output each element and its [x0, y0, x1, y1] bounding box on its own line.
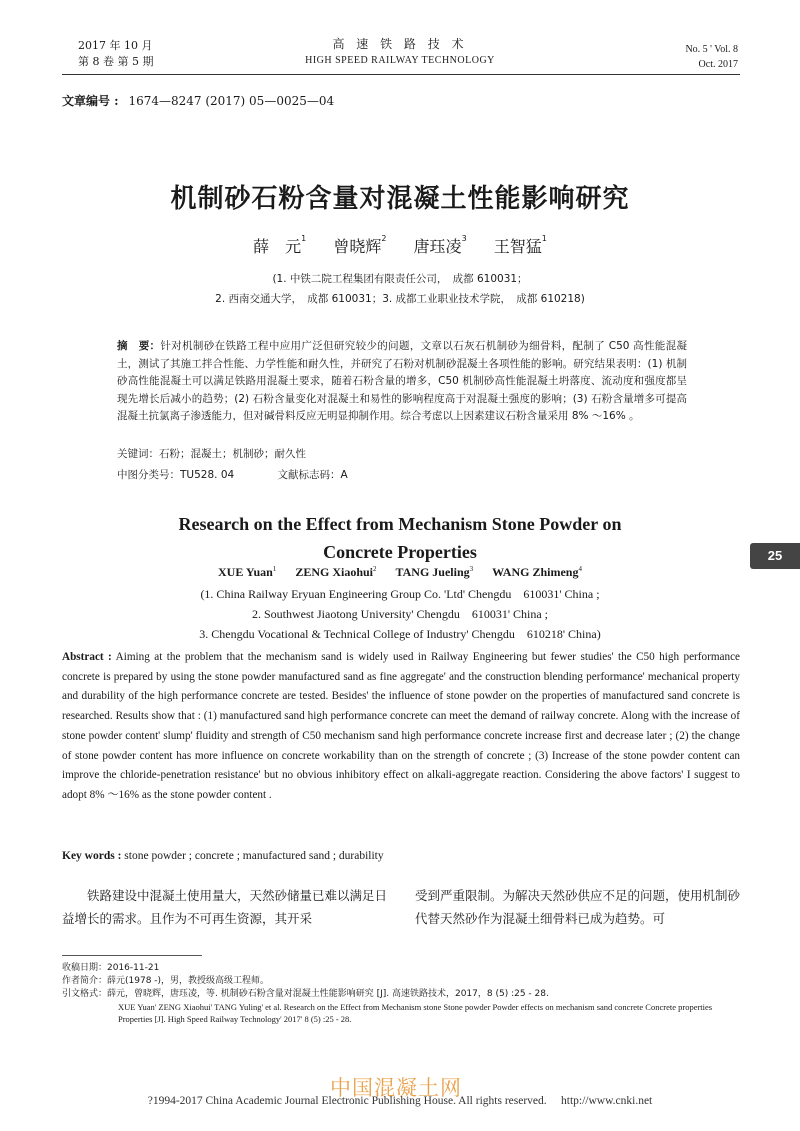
site-watermark: 中国混凝土网	[330, 1076, 462, 1100]
journal-name-en: HIGH SPEED RAILWAY TECHNOLOGY	[305, 55, 495, 66]
issue-number-en: No. 5 ' Vol. 8	[685, 44, 738, 55]
class-value: TU528. 04	[180, 469, 235, 481]
cn-abstract	[117, 338, 687, 426]
footnotes	[62, 962, 742, 1025]
cn-keywords	[117, 446, 306, 461]
cn-authors	[0, 234, 800, 257]
footnote-citation-en: XUE Yuan' ZENG Xiaohui' TANG Yuling' et al. Research on the Effect from Mechanism stone Stone powder Powder effects on mechanism sand concrete Concrete properties Properties [J]. High Speed Railway Technology' 2017' 8 (5) :25 - 28.	[118, 1002, 713, 1024]
en-authors	[0, 565, 800, 580]
doc-code-value: A	[340, 469, 348, 481]
issue-volume: 第 8 卷 第 5 期	[78, 55, 154, 68]
en-affiliation-2: 2. Southwest Jiaotong University' Chengdu 610031' China ;	[252, 607, 548, 621]
en-author: ZENG Xiaohui$^2$	[295, 565, 377, 579]
copyright-line: ?1994-2017 China Academic Journal Electronic Publishing House. All rights reserved. http://www.cnki.net	[147, 1095, 653, 1107]
en-title	[0, 510, 800, 566]
en-affiliation-1: (1. China Railway Eryuan Engineering Group Co. 'Ltd' Chengdu 610031' China ;	[200, 587, 600, 601]
footnote-received: 收稿日期：2016-11-21	[62, 963, 160, 973]
footnote-rule	[62, 955, 202, 956]
class-label: 中图分类号：	[117, 469, 180, 481]
cn-affiliation-2: 2. 西南交通大学， 成都 610031；3. 成都工业职业技术学院， 成都 610218)	[215, 293, 585, 305]
en-title-line1: Research on the Effect from Mechanism Stone Powder on	[178, 514, 622, 534]
issue-date-en: Oct. 2017	[698, 59, 738, 70]
en-keywords	[62, 850, 384, 862]
article-number-value: 1674—8247 (2017) 05—0025—04	[128, 94, 335, 108]
en-author: XUE Yuan$^1$	[218, 565, 277, 579]
article-number	[62, 92, 334, 109]
issue-date: 2017 年 10 月	[78, 39, 153, 52]
cn-author: 唐珏凌$^3$	[413, 234, 467, 256]
en-abstract-label: Abstract :	[62, 651, 112, 663]
cn-author: 王智猛$^1$	[493, 234, 547, 256]
en-abstract	[62, 648, 740, 806]
en-affiliation-3: 3. Chengdu Vocational & Technical College of Industry' Chengdu 610218' China)	[199, 627, 601, 641]
cn-affiliation-1: (1. 中铁二院工程集团有限责任公司， 成都 610031；	[272, 273, 528, 285]
cn-title: 机制砂石粉含量对混凝土性能影响研究	[170, 184, 630, 214]
cn-keywords-label: 关键词：	[117, 448, 159, 460]
en-author: WANG Zhimeng$^4$	[492, 565, 582, 579]
issue-info-en	[685, 42, 738, 72]
footnote-citation-cn: 引文格式：薛元，曾晓辉，唐珏凌，等. 机制砂石粉含量对混凝土性能影响研究 [J]. 高速铁路技术，2017，8 (5) :25 - 28.	[62, 989, 549, 999]
en-abstract-text: Aiming at the problem that the mechanism sand is widely used in Railway Engineering but fewer studies' the C50 high performance concrete is prepared by using the stone powder manufactured sand as fine aggregate' and the construction blending performance' mechanical property and durability of the high performance concrete are tested. Besides' the influence of stone powder on the properties of manufactured sand concrete is researched. Results show that : (1) manufactured sand high performance concrete can meet the demand of railway concrete. Along with the increase of stone powder content' slump' fluidity and strength of C50 mechanism sand high performance concrete increase first and decrease later ; (2) the change of stone powder content has more influence on concrete workability than on the strength of concrete ; (3) Increase of the stone powder content can improve the chloride-penetration resistance' but no obvious inhibitory effect on alkali-aggregate reaction. Considering the above factors' I suggest to adopt 8% ～16% as the stone powder content .	[62, 651, 741, 801]
cn-abstract-label: 摘 要：	[117, 340, 161, 352]
cn-keywords-text: 石粉；混凝土；机制砂；耐久性	[159, 448, 306, 460]
article-number-label: 文章编号 :	[62, 94, 119, 108]
footnote-author: 作者简介：薛元(1978 -)，男，教授级高级工程师。	[62, 976, 270, 986]
journal-name-cn: 高 速 铁 路 技 术	[332, 37, 468, 51]
body-column-left: 铁路建设中混凝土使用量大，天然砂储量已难以满足日益增长的需求。且作为不可再生资源，其开采	[62, 888, 388, 926]
page-number-tab: 25	[750, 543, 800, 569]
issue-info	[78, 38, 153, 70]
cn-author: 曾晓辉$^2$	[333, 234, 387, 256]
cn-classification	[117, 467, 348, 482]
cn-abstract-text: 针对机制砂在铁路工程中应用广泛但研究较少的问题，文章以石灰石机制砂为细骨料，配制了 C50 高性能混凝土，测试了其施工拌合性能、力学性能和耐久性，并研究了石粉对机制砂混凝土各项性能的影响。研究结果表明：(1) 机制砂高性能混凝土可以满足铁路用混凝土要求，随着石粉含量的增多，C50 机制砂高性能混凝土坍落度、流动度和强度都呈现先增长后减小的趋势；(2) 石粉含量变化对混凝土和易性的影响程度高于对混凝土强度的影响；(3) 石粉含量增多可提高混凝土抗氯离子渗透能力，但对碱骨料反应无明显抑制作用。综合考虑以上因素建议石粉含量采用 8% ～16% 。	[117, 340, 687, 422]
journal-name	[250, 36, 550, 66]
en-keywords-label: Key words :	[62, 850, 122, 862]
body-column-right: 受到严重限制。为解决天然砂供应不足的问题，使用机制砂代替天然砂作为混凝土细骨料已成为趋势。可	[415, 888, 741, 926]
cn-author: 薛 元$^1$	[253, 234, 307, 256]
header-rule	[62, 74, 740, 75]
en-keywords-text: stone powder ; concrete ; manufactured sand ; durability	[124, 850, 384, 862]
doc-code-label: 文献标志码：	[277, 469, 341, 481]
en-author: TANG Jueling$^3$	[395, 565, 474, 579]
en-title-line2: Concrete Properties	[323, 542, 477, 562]
